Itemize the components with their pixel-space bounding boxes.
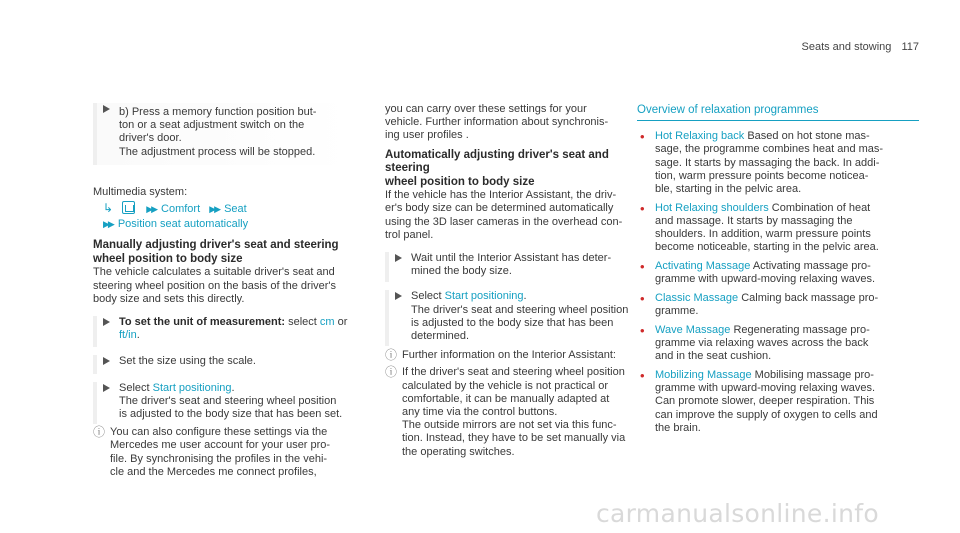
menu-comfort[interactable]: Comfort xyxy=(161,203,201,216)
home-icon[interactable] xyxy=(122,201,135,214)
heading-line: Automatically adjusting driver's seat and steering xyxy=(385,148,609,175)
text-line: The adjustment process will be stopped. xyxy=(119,145,316,158)
programme-name[interactable]: Mobilizing Massage xyxy=(655,368,752,381)
step-2-end: . xyxy=(523,290,527,303)
text-line: If the driver's seat and steering wheel position xyxy=(402,366,625,379)
text-line: You can also configure these settings via the xyxy=(110,426,328,439)
info-icon: ⓘ xyxy=(385,348,398,363)
programme-description: and in the seat cushion. xyxy=(655,350,772,363)
step-3-select: Select xyxy=(119,381,153,394)
step-arrow-icon xyxy=(395,254,402,262)
info-text xyxy=(402,366,640,458)
section-heading xyxy=(93,239,351,266)
step-3-text xyxy=(119,395,351,421)
menu-position-seat[interactable]: Position seat automatically xyxy=(117,218,249,231)
text-line: The driver's seat and steering wheel position xyxy=(411,303,629,316)
menu-path xyxy=(93,201,351,231)
text-line: The vehicle calculates a suitable driver's seat and xyxy=(93,266,335,279)
bullet-icon: • xyxy=(640,367,645,383)
heading-line: wheel position to body size xyxy=(385,175,535,188)
bullet-icon: • xyxy=(640,322,645,338)
programme-description: can improve the supply of oxygen to cells and xyxy=(655,408,878,421)
programme-description: shoulders. In addition, warm pressure points xyxy=(655,228,871,241)
text-line: tion. Instead, they have to be set manually via xyxy=(402,432,626,445)
text-line: determined. xyxy=(411,329,470,342)
programme-name[interactable]: Hot Relaxing shoulders xyxy=(655,201,769,214)
step-3-end: . xyxy=(231,381,235,394)
menu-chevron-icon: ▶▶ xyxy=(103,219,113,230)
programme-item xyxy=(637,130,919,196)
start-positioning-link[interactable]: Start positioning xyxy=(444,290,524,303)
step-1 xyxy=(93,316,351,347)
programme-name[interactable]: Activating Massage xyxy=(655,260,751,273)
programme-description: sage, the programme combines heat and mas- xyxy=(655,143,884,156)
step-arrow-icon xyxy=(103,105,110,113)
text-line: Further information on the Interior Assistant: xyxy=(402,349,616,362)
programme-description: gramme with upward-moving relaxing waves. xyxy=(655,273,876,286)
info-icon: ⓘ xyxy=(93,425,106,440)
intro-text xyxy=(385,189,640,242)
programme-description: gramme via relaxing waves across the back xyxy=(655,337,869,350)
text-line: using the 3D laser cameras in the overhead con- xyxy=(385,215,623,228)
section-heading xyxy=(385,149,640,190)
step-b-text xyxy=(119,106,351,159)
programme-description: Mobilising massage pro- xyxy=(751,368,874,381)
step-arrow-icon xyxy=(395,292,402,300)
column-1 xyxy=(93,0,351,479)
step-1-bold: To set the unit of measurement: xyxy=(119,316,286,329)
programme-item xyxy=(637,369,919,435)
text-line: mined the body size. xyxy=(411,265,512,278)
step-2-select: Select xyxy=(411,290,445,303)
step-1-or: or xyxy=(334,316,348,329)
menu-seat[interactable]: Seat xyxy=(224,203,247,216)
text-line: b) Press a memory function position but- xyxy=(119,106,317,118)
multimedia-label: Multimedia system: xyxy=(93,185,188,198)
text-line: body size and sets this directly. xyxy=(93,292,245,305)
programme-description: and massage. It starts by massaging the xyxy=(655,214,853,227)
programme-description: sage. It starts by massaging the back. In addi- xyxy=(655,156,880,169)
text-line: The outside mirrors are not set via this func- xyxy=(402,419,617,432)
text-line: ing user profiles . xyxy=(385,129,469,142)
bullet-icon: • xyxy=(640,200,645,216)
info-icon: ⓘ xyxy=(385,365,398,380)
text-line: The driver's seat and steering wheel position xyxy=(119,394,337,407)
step-arrow-icon xyxy=(103,318,110,326)
heading-line: wheel position to body size xyxy=(93,252,243,265)
text-line: driver's door. xyxy=(119,132,182,145)
info-note xyxy=(93,426,351,479)
column-2 xyxy=(385,0,640,459)
programme-description: Calming back massage pro- xyxy=(738,291,879,304)
enter-arrow-icon: ↳ xyxy=(103,201,114,216)
text-line: file. By synchronising the profiles in the vehi- xyxy=(110,452,328,465)
programme-description: Activating massage pro- xyxy=(750,260,871,273)
column-3 xyxy=(637,0,919,440)
step-b xyxy=(93,103,351,165)
text-line: any time via the control buttons. xyxy=(402,405,558,418)
text-line: trol panel. xyxy=(385,228,434,241)
programme-item xyxy=(637,260,919,286)
programme-item xyxy=(637,202,919,255)
bullet-icon: • xyxy=(640,290,645,306)
bullet-icon: • xyxy=(640,259,645,275)
step-3 xyxy=(93,382,351,425)
step-arrow-icon xyxy=(103,357,110,365)
programme-name[interactable]: Hot Relaxing back xyxy=(655,130,745,143)
heading-line: Manually adjusting driver's seat and steering xyxy=(93,239,339,252)
programme-description: Based on hot stone mas- xyxy=(744,130,870,143)
programme-description: become noticeable, starting in the pelvic area. xyxy=(655,241,879,254)
programme-list xyxy=(637,130,919,435)
step-2-text: Set the size using the scale. xyxy=(119,355,256,368)
programme-item xyxy=(637,324,919,364)
start-positioning-link[interactable]: Start positioning xyxy=(152,381,232,394)
step-2-text xyxy=(411,304,640,344)
info-text xyxy=(402,349,640,362)
text-line: comfortable, it can be manually adapted at xyxy=(402,392,610,405)
text-line: er's body size can be determined automatically xyxy=(385,202,614,215)
unit-cm[interactable]: cm xyxy=(319,316,335,329)
text-line: calculated by the vehicle is not practical or xyxy=(402,379,609,392)
text-line: If the vehicle has the Interior Assistant, the driv- xyxy=(385,189,617,202)
programme-description: tion, warm pressure points become noticea- xyxy=(655,169,869,182)
step-2 xyxy=(93,355,351,373)
text-line: ton or a seat adjustment switch on the xyxy=(119,119,305,132)
continued-text xyxy=(385,103,640,143)
menu-chevron-icon: ▶▶ xyxy=(146,204,157,215)
page-number: 117 xyxy=(901,41,919,53)
step-2 xyxy=(385,290,640,346)
programme-description: ble, starting in the pelvic area. xyxy=(655,183,802,196)
bullet-icon: • xyxy=(640,129,645,145)
programme-name[interactable]: Classic Massage xyxy=(655,291,739,304)
text-line: you can carry over these settings for your xyxy=(385,103,587,115)
programme-description: Combination of heat xyxy=(768,201,871,214)
unit-ftin[interactable]: ft/in xyxy=(119,329,137,342)
text-line: Wait until the Interior Assistant has deter- xyxy=(411,251,612,264)
programme-description: Regenerating massage pro- xyxy=(730,323,870,336)
programme-description: gramme with upward-moving relaxing waves. xyxy=(655,382,876,395)
menu-chevron-icon: ▶▶ xyxy=(209,204,220,215)
section-title: Overview of relaxation programmes xyxy=(637,104,919,121)
text-line: steering wheel position on the basis of the driver's xyxy=(93,279,337,292)
programme-description: gramme. xyxy=(655,305,699,318)
info-note xyxy=(385,349,640,362)
text-line: cle and the Mercedes me connect profiles, xyxy=(110,465,317,478)
text-line: vehicle. Further information about synchronis- xyxy=(385,116,609,129)
step-1 xyxy=(385,252,640,282)
step-1-text xyxy=(411,252,640,278)
intro-text xyxy=(93,266,351,306)
text-line: the operating switches. xyxy=(402,445,515,458)
step-1-end: . xyxy=(136,329,140,342)
programme-description: the brain. xyxy=(655,421,701,434)
programme-item xyxy=(637,292,919,318)
programme-description: Can promote slower, deeper respiration. This xyxy=(655,395,875,408)
text-line: is adjusted to the body size that has been xyxy=(411,316,614,329)
programme-name[interactable]: Wave Massage xyxy=(655,323,731,336)
section-name: Seats and stowing xyxy=(801,41,892,53)
step-1-text: select xyxy=(285,316,320,329)
text-line: is adjusted to the body size that has been set. xyxy=(119,408,343,421)
watermark: carmanualsonline.info xyxy=(596,499,879,528)
text-line: Mercedes me user account for your user pro- xyxy=(110,439,331,452)
step-arrow-icon xyxy=(103,384,110,392)
info-note xyxy=(385,366,640,458)
info-text xyxy=(110,426,351,479)
